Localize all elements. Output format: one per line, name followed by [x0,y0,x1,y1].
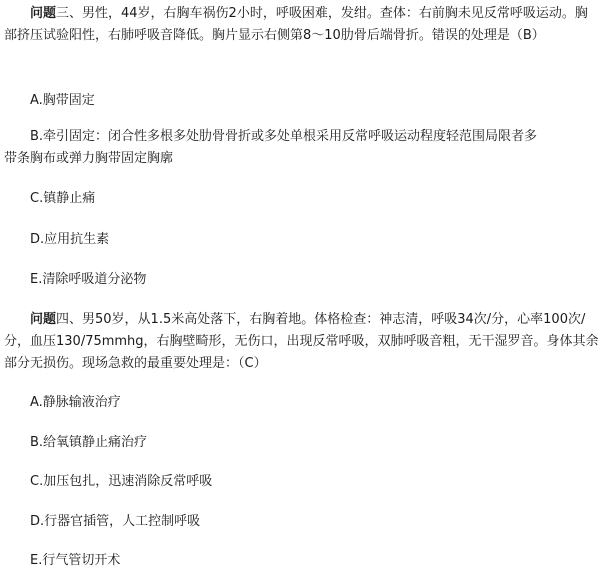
question-3-option-d: D.应用抗生素 [30,232,110,247]
question-3-label: 问题 [30,6,57,21]
question-3-stem [4,3,600,47]
question-3-option-e: E.清除呼吸道分泌物 [30,272,147,287]
question-4-option-a: A.静脉输液治疗 [30,395,121,410]
question-3-option-c: C.镇静止痛 [30,191,96,206]
question-4-option-e: E.行气管切开术 [30,553,121,568]
question-3-option-b-continued: 带条胸布或弹力胸带固定胸廓 [4,151,174,166]
question-3-text: 三、男性，44岁，右胸车祸伤2小时，呼吸困难，发绀。查体：右前胸未见反常呼吸运动。胸部挤压试验阳性，右肺呼吸音降低。胸片显示右侧第8～10肋骨后端骨折。错误的处理是（B） [4,6,588,43]
question-3-option-b: B.牵引固定：闭合性多根多处肋骨骨折或多处单根采用反常呼吸运动程度轻范围局限者多 [30,129,538,144]
question-4-text: 四、男50岁，从1.5米高处落下，右胸着地。体格检查：神志清，呼吸34次/分，心率100次/分，血压130/75mmhg，右胸壁畸形，无伤口，出现反常呼吸，双肺呼吸音粗，无干湿罗音。身体其余部分无损伤。现场急救的最重要处理是：（C） [4,312,599,371]
question-4-stem [4,309,600,375]
question-4-label: 问题 [30,312,57,327]
question-3-option-a: A.胸带固定 [30,93,95,108]
question-4-option-d: D.行器官插管，人工控制呼吸 [30,514,201,529]
question-4-option-b: B.给氧镇静止痛治疗 [30,435,148,450]
question-4-option-c: C.加压包扎，迅速消除反常呼吸 [30,474,213,489]
